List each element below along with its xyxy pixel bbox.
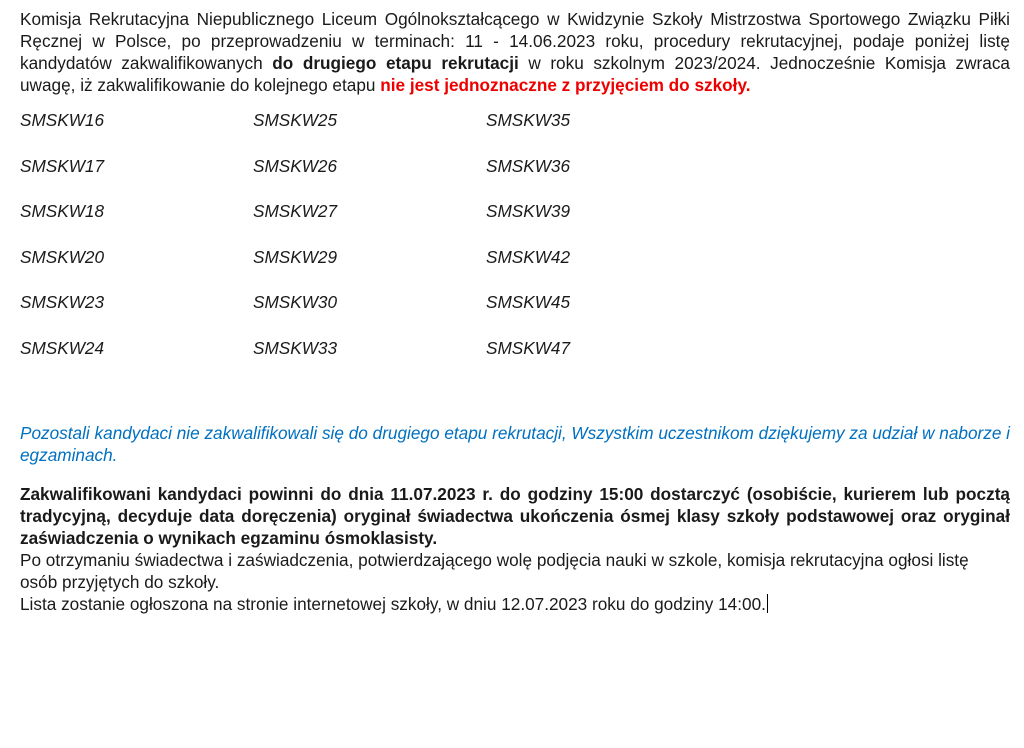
candidate-code: SMSKW47 [486,337,571,358]
list-announcement-line [20,593,1010,615]
candidate-code: SMSKW25 [253,110,338,130]
candidate-code: SMSKW42 [486,246,571,267]
intro-text-start: Komisja Rekrutacyjna Niepublicznego Liceum Ogólnokształcącego w Kwidzynie Szkoły Mistrzostwa Sportowego Związku Piłki Ręcznej w Polsce, po przeprowadzeniu w terminach: 11 - 14.06.2023 roku, procedury rekrutacyjnej, podaje poniżej listę kandydatów zakwalifikowanych [20,9,1010,73]
intro-red-warning: nie jest jednoznaczne z przyjęciem do szkoły. [380,75,751,95]
candidate-codes-list [20,108,1010,381]
candidate-code: SMSKW45 [486,292,571,312]
candidate-code: SMSKW23 [20,292,105,312]
candidate-code: SMSKW27 [253,201,338,221]
candidate-code: SMSKW30 [253,292,338,312]
candidate-code: SMSKW17 [20,155,105,176]
intro-bold-stage: do drugiego etapu rekrutacji [272,53,519,73]
candidate-code: SMSKW18 [20,201,105,221]
document-page [20,8,1010,615]
candidate-code: SMSKW20 [20,246,105,267]
candidate-code: SMSKW16 [20,110,105,130]
qualified-instructions: Zakwalifikowani kandydaci powinni do dnia 11.07.2023 r. do godziny 15:00 dostarczyć (osobiście, kurierem lub pocztą tradycyjną, decyduje data doręczenia) oryginał świadectwa ukończenia ósmej klasy szkoły podstawowej oraz oryginał zaświadczenia o wynikach egzaminu ósmoklasisty. [20,484,1010,548]
list-announcement-text: Lista zostanie ogłoszona na stronie internetowej szkoły, w dniu 12.07.2023 roku do godziny 14:00. [20,594,766,614]
intro-paragraph [20,8,1010,96]
after-receipt-note: Po otrzymaniu świadectwa i zaświadczenia, potwierdzającego wolę podjęcia nauki w szkole, komisja rekrutacyjna ogłosi listę osób przyjętych do szkoły. [20,550,969,592]
text-cursor [767,594,768,613]
intro-text-middle: w roku szkolnym 2023/2024. Jednocześnie Komisja zwraca uwagę, iż zakwalifikowanie do kolejnego etapu [20,53,1010,95]
candidate-code: SMSKW33 [253,337,338,358]
candidate-code: SMSKW39 [486,201,571,221]
candidate-code: SMSKW35 [486,110,571,130]
remaining-candidates-note: Pozostali kandydaci nie zakwalifikowali się do drugiego etapu rekrutacji, Wszystkim uczestnikom dziękujemy za udział w naborze i egzaminach. [20,423,1010,465]
candidate-code: SMSKW36 [486,155,571,176]
candidate-code: SMSKW26 [253,155,338,176]
candidate-code: SMSKW29 [253,246,338,267]
candidate-code: SMSKW24 [20,337,105,358]
